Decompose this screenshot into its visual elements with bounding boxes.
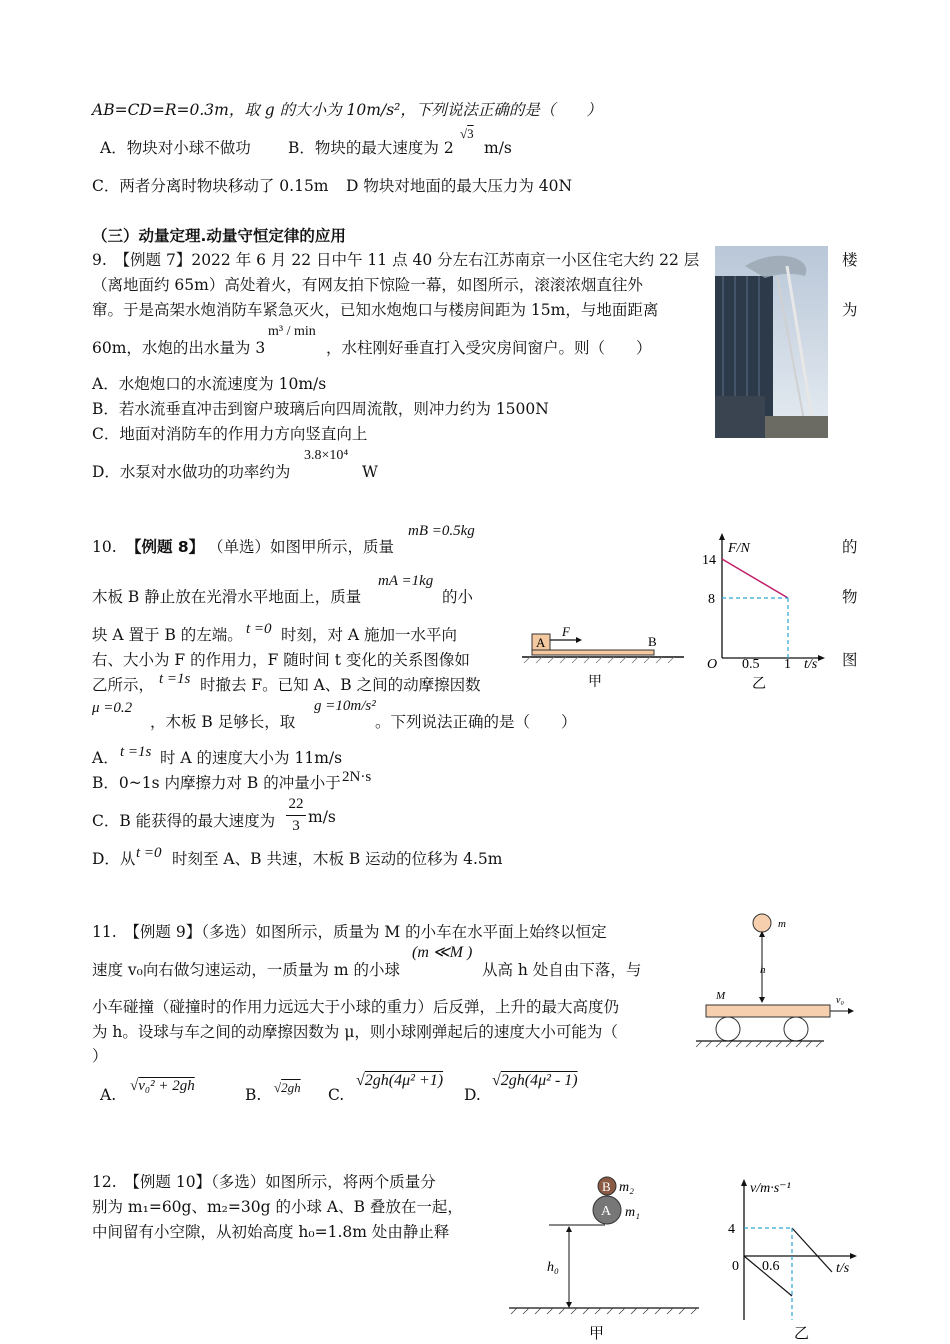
tick-1: 1 [784,657,791,672]
q11-figure [690,905,860,1055]
q11-option-c: C. [328,1086,345,1104]
figure-jia-caption: 甲 [589,1326,605,1342]
q10-option-d-t: t =0 [136,845,162,861]
q10-option-c-unit: m/s [308,808,336,826]
wheel-left [716,1017,740,1041]
q12-line-1: 12. 【例题 10】（多选）如图所示，将两个质量分 [92,1173,436,1191]
q9-power-value: 3.8×10⁴ [304,448,349,463]
q10-line-3-post: 时刻，对 A 施加一水平向 [281,626,458,644]
q10-option-a-label: A． [92,749,119,767]
q10-mass-b: mB =0.5kg [408,523,475,539]
q11-option-b: B. [245,1086,262,1104]
tick-14: 14 [702,553,716,568]
prev-option-c: C．两者分离时物块移动了 0.15m [92,177,329,195]
board-b-label: B [648,634,657,649]
q10-frac-num: 22 [288,796,304,812]
q10-t0: t =0 [246,621,272,637]
q9-line-1-tail: 楼 [842,251,858,269]
q12-figure-yi [722,1172,872,1344]
sqrt-sign: √3 [460,126,474,141]
mass-m2-label: m₂ [619,1180,634,1195]
tick-0-6: 0.6 [762,1259,780,1274]
fire-building-photo [715,246,828,438]
q10-line-4: 右、大小为 F 的作用力，F 随时间 t 变化的关系图像如 [92,651,470,669]
origin-label: O [707,657,718,672]
q11-mass-relation: (m ≪M ) [412,944,473,961]
figure-yi-caption: 乙 [794,1326,810,1342]
prev-option-a: A．物块对小球不做功 [100,139,251,157]
q12-line-2: 别为 m₁=60g、m₂=30g 的小球 A、B 叠放在一起， [92,1198,463,1216]
q9-option-d: D．水泵对水做功的功率约为 [92,463,291,481]
q10-line-5: 乙所示， [92,676,155,694]
cart [706,1005,830,1017]
x-axis-label: t/s [804,657,818,672]
block-a-label: A [536,635,546,650]
q11-option-d-expr: √2gh(4μ² - 1) [492,1072,578,1089]
q9-line-3: 窜。于是高架水炮消防车紧急灭火，已知水炮炮口与楼房间距为 15m，与地面距离 [92,301,659,319]
q12-figure-jia [505,1170,705,1344]
mass-m1-label: m₁ [625,1205,640,1220]
q11-line-3: 小车碰撞（碰撞时的作用力远远大于小球的重力）后反弹，上升的最大高度仍 [92,998,620,1016]
q12-line-3: 中间留有小空隙，从初始高度 h₀=1.8m 处由静止释 [92,1223,450,1241]
q10-option-d-label: D．从 [92,850,136,868]
force-label: F [562,624,570,639]
figure-yi-caption: 乙 [752,677,766,692]
q11-line-2-post: 从高 h 处自由下落，与 [482,961,642,979]
q10-tag: 【例题 8】 [126,538,205,556]
q9-line-4: 60m，水炮的出水量为 3 [92,339,266,357]
x-axis-label: t/s [836,1261,850,1276]
q10-figure-yi [700,532,840,692]
q10-line-1-tail: 的 [842,538,858,556]
tick-0-5: 0.5 [742,657,760,672]
q9-line-1: 9. 【例题 7】2022 年 6 月 22 日中午 11 点 40 分左右江苏南京一小区住宅大约 22 层 [92,251,700,269]
q10-option-b: B．0~1s 内摩擦力对 B 的冲量小于 [92,774,341,792]
q10-option-a-t: t =1s [120,744,152,760]
q10-line-3: 块 A 置于 B 的左端。 [92,626,243,644]
q10-line-4-tail: 图 [842,651,858,669]
q9-power-unit: W [362,463,378,481]
q11-option-c-expr: √2gh(4μ² +1) [356,1072,444,1089]
origin-label: 0 [732,1259,739,1274]
q9-line-3-tail: 为 [842,301,858,319]
q11-option-d: D. [464,1086,481,1104]
q10-option-d: 时刻至 A、B 共速，木板 B 运动的位移为 4.5m [172,850,503,868]
q10-mass-a: mA =1kg [378,573,434,589]
prev-question-line: AB=CD=R=0.3m，取 g 的大小为 10m/s²，下列说法正确的是（ ） [92,101,602,119]
q11-option-a: A. [100,1086,117,1104]
force-line [722,559,788,598]
q9-unit: m³ / min [268,324,316,339]
falling-ball [753,914,771,932]
prev-option-b: B．物块的最大速度为 2 [288,139,454,157]
q10-line-1: （单选）如图甲所示，质量 [208,538,395,556]
q10-line-5-post: 时撤去 F。已知 A、B 之间的动摩擦因数 [200,676,481,694]
q10-t1: t =1s [159,671,191,687]
figure-jia-caption: 甲 [588,675,602,690]
q9-line-2: （离地面约 65m）高处着火，有网友拍下惊险一幕，如图所示，滚滚浓烟直往外 [92,276,643,294]
q10-line-2-tail: 物 [842,588,858,606]
q10-frac-den: 3 [292,818,300,834]
q10-line-2: 木板 B 静止放在光滑水平地面上，质量 [92,588,362,606]
q10-line-2-post: 的小 [442,588,474,606]
q10-g: g =10m/s² [314,698,376,714]
section-heading: （三）动量定理.动量守恒定律的应用 [92,227,346,245]
y-axis-label: v/m·s⁻¹ [750,1181,791,1196]
wheel-right [784,1017,808,1041]
tick-4: 4 [728,1222,735,1237]
q9-option-b: B．若水流垂直冲击到窗户玻璃后向四周流散，则冲力约为 1500N [92,400,549,418]
cart-mass-label: M [716,990,726,1002]
q11-line-5: ） [92,1047,108,1065]
q11-line-4: 为 h。设球与车之间的动摩擦因数为 μ，则小球刚弹起后的速度大小可能为（ [92,1023,618,1041]
q10-line-6-post: 。下列说法正确的是（ ） [375,713,577,731]
ball-a-label: A [601,1204,612,1219]
q10-number: 10. [92,538,133,556]
ball-mass-label: m [778,918,786,930]
velocity-label: v₀ [836,995,844,1006]
q10-option-a: 时 A 的速度大小为 11m/s [160,749,343,767]
q10-mu: μ =0.2 [92,700,133,716]
prev-option-b-unit: m/s [484,139,512,157]
q9-line-4-post: ，水柱刚好垂直打入受灾房间窗户。则（ ） [326,339,652,357]
prev-option-d: D 物块对地面的最大压力为 40N [346,177,573,195]
q10-figure-jia [520,622,690,692]
fraction-bar [286,815,306,816]
q10-option-c: C．B 能获得的最大速度为 [92,812,276,830]
q11-option-a-expr: √v₀² + 2gh [130,1078,195,1094]
h0-label: h₀ [547,1260,559,1275]
q11-line-1: 11. 【例题 9】（多选）如图所示，质量为 M 的小车在水平面上始终以恒定 [92,923,607,941]
y-axis-label: F/N [728,541,750,556]
board-b [532,650,654,655]
velocity-line-rebound [792,1228,832,1272]
q11-line-2: 速度 v₀向右做匀速运动，一质量为 m 的小球 [92,961,400,979]
ball-b-label: B [602,1179,611,1194]
q11-option-b-expr: √2gh [274,1080,301,1095]
q10-option-b-value: 2N·s [342,769,372,785]
q9-option-a: A．水炮炮口的水流速度为 10m/s [92,375,327,393]
tick-8: 8 [708,592,715,607]
q10-line-6-mid: ，木板 B 足够长，取 [150,713,296,731]
q9-option-c: C．地面对消防车的作用力方向竖直向上 [92,425,368,443]
height-label: h [760,964,766,976]
